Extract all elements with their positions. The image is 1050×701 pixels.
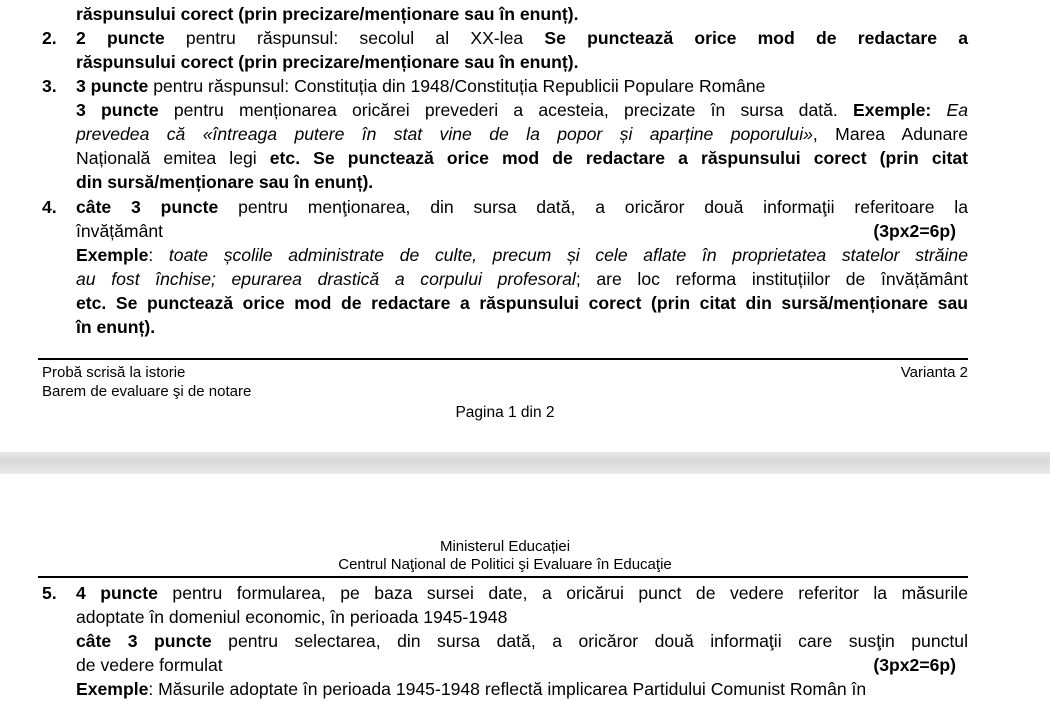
item-3-example-start: Ea — [946, 100, 968, 120]
item-4-line-1 — [0, 195, 1050, 219]
item-5-line-4 — [0, 653, 1050, 677]
item-3-example-quote: prevedea că «întreaga putere în stat vine de la popor și aparține poporului» — [76, 124, 813, 144]
item-3-criterion: pentru menționarea oricărei prevederi a acesteia, precizate în sursa dată. — [173, 100, 838, 120]
item-3-text-2: 3 puncte pentru menționarea oricărei prevederi a acesteia, precizate în sursa dată. Exemple: Ea — [76, 100, 968, 120]
item-3-example-rest: , Marea Adunare — [812, 124, 968, 144]
item-3-answer: pentru răspunsul: Constituția din 1948/Constituția Republicii Populare Române — [153, 76, 766, 96]
item-5-criterion-2: pentru selectarea, din sursa dată, a oricăror două informaţii care susţin punctul — [228, 631, 968, 651]
item-3-rule-a: etc. Se punctează orice mod de redactare a răspunsului corect (prin citat — [269, 148, 968, 168]
header-rule — [38, 576, 968, 578]
item-2-number: 2. — [42, 28, 57, 48]
item-3-line-5 — [0, 170, 1050, 194]
item-5-text-2 — [76, 629, 968, 653]
item-5-line-3 — [0, 629, 1050, 653]
item-4-line-3 — [0, 243, 1050, 267]
item-2-line-1 — [0, 26, 1050, 50]
item-2-rule-a: Se punctează orice mod de redactare a — [544, 28, 969, 48]
item-5-example-text: : Măsurile adoptate în perioada 1945-1948 reflectă implicarea Partidului Comunist Român în — [148, 679, 867, 699]
item-4-example-start: toate școlile administrate de culte, precum și cele aflate în proprietatea statelor străine — [168, 245, 968, 265]
item-4-line-2 — [0, 219, 1050, 243]
item-3-examples-label: Exemple — [853, 100, 926, 120]
item-4-examples-label: Exemple — [76, 245, 149, 265]
footer-scale: Barem de evaluare şi de notare — [42, 383, 252, 400]
header-ministry: Ministerul Educației — [439, 538, 571, 555]
item-5-text-cont: adoptate în domeniul economic, în perioada 1945-1948 — [76, 607, 508, 627]
item-3-line-1 — [0, 74, 1050, 98]
item-2-answer: pentru răspunsul: secolul al XX-lea — [185, 28, 524, 48]
item-4-text-cont: învățământ — [76, 221, 164, 241]
item-3-number: 3. — [42, 76, 57, 96]
footer-rule — [38, 358, 968, 360]
item-3-example — [76, 122, 968, 146]
item-5-criterion: pentru formularea, pe baza sursei date, a oricărui punct de vedere referitor la măsurile — [172, 583, 968, 603]
page-separator — [0, 452, 1050, 474]
item-4-example-rest: ; are loc reforma instituțiilor de învățământ — [575, 269, 968, 289]
item-5-line-5 — [0, 677, 1050, 701]
item-5-points-2: câte 3 puncte — [76, 631, 212, 651]
item-4-example: Exemple: toate școlile administrate de culte, precum și cele aflate în proprietatea statelor străine — [76, 245, 968, 265]
item-3-rule-b: din sursă/menționare sau în enunț). — [76, 172, 374, 192]
item-3-line-4 — [0, 146, 1050, 170]
item-2-line-2 — [0, 50, 1050, 74]
item-3-line-2 — [0, 98, 1050, 122]
item-2-rule-b: răspunsului corect (prin precizare/menționare sau în enunț). — [76, 52, 579, 72]
item-3-line-3 — [0, 122, 1050, 146]
item-5-points: 4 puncte — [76, 583, 158, 603]
item-4-line-6 — [0, 315, 1050, 339]
item-5-text — [76, 581, 968, 605]
item-1-rule-text: răspunsului corect (prin precizare/menționare sau în enunț). — [76, 4, 579, 24]
item-4-example-quote: au fost închise; epurarea drastică a corpului profesoral — [76, 269, 576, 289]
item-4-points: câte 3 puncte — [76, 197, 219, 217]
item-5-text-2-cont: de vedere formulat — [76, 655, 223, 675]
footer-variant: Varianta 2 — [900, 364, 968, 381]
item-1-continuation — [0, 2, 1050, 26]
item-4-example-cont — [76, 267, 968, 291]
item-3-text — [76, 74, 968, 98]
item-3-points: 3 puncte — [76, 76, 149, 96]
item-5-line-2 — [0, 605, 1050, 629]
page-number: Pagina 1 din 2 — [455, 404, 555, 421]
item-4-rule-b: în enunț). — [76, 317, 156, 337]
item-2-points: 2 puncte — [76, 28, 165, 48]
item-3-example-cont — [76, 146, 968, 170]
item-5-number: 5. — [42, 583, 57, 603]
item-3-points-2: 3 puncte — [76, 100, 159, 120]
item-5-example — [76, 677, 866, 701]
item-4-line-5 — [0, 291, 1050, 315]
item-5-examples-label: Exemple — [76, 679, 149, 699]
item-4-text — [76, 195, 968, 219]
item-4-line-4 — [0, 267, 1050, 291]
item-2-text — [76, 26, 968, 50]
header-center: Centrul Naţional de Politici şi Evaluare în Educaţie — [338, 556, 672, 573]
item-5-score: (3px2=6p) — [873, 655, 956, 675]
item-5-line-1 — [0, 581, 1050, 605]
item-4-criterion: pentru menţionarea, din sursa dată, a oricăror două informaţii referitoare la — [238, 197, 969, 217]
footer-subject: Probă scrisă la istorie — [42, 364, 186, 381]
item-4-number: 4. — [42, 197, 57, 217]
item-3-example-end: Națională emitea legi — [76, 148, 257, 168]
document-page-2 — [0, 474, 1050, 700]
item-4-rule-a: etc. Se punctează orice mod de redactare a răspunsului corect (prin citat din sursă/menționare sau — [76, 293, 968, 313]
item-4-score: (3px2=6p) — [873, 221, 956, 241]
